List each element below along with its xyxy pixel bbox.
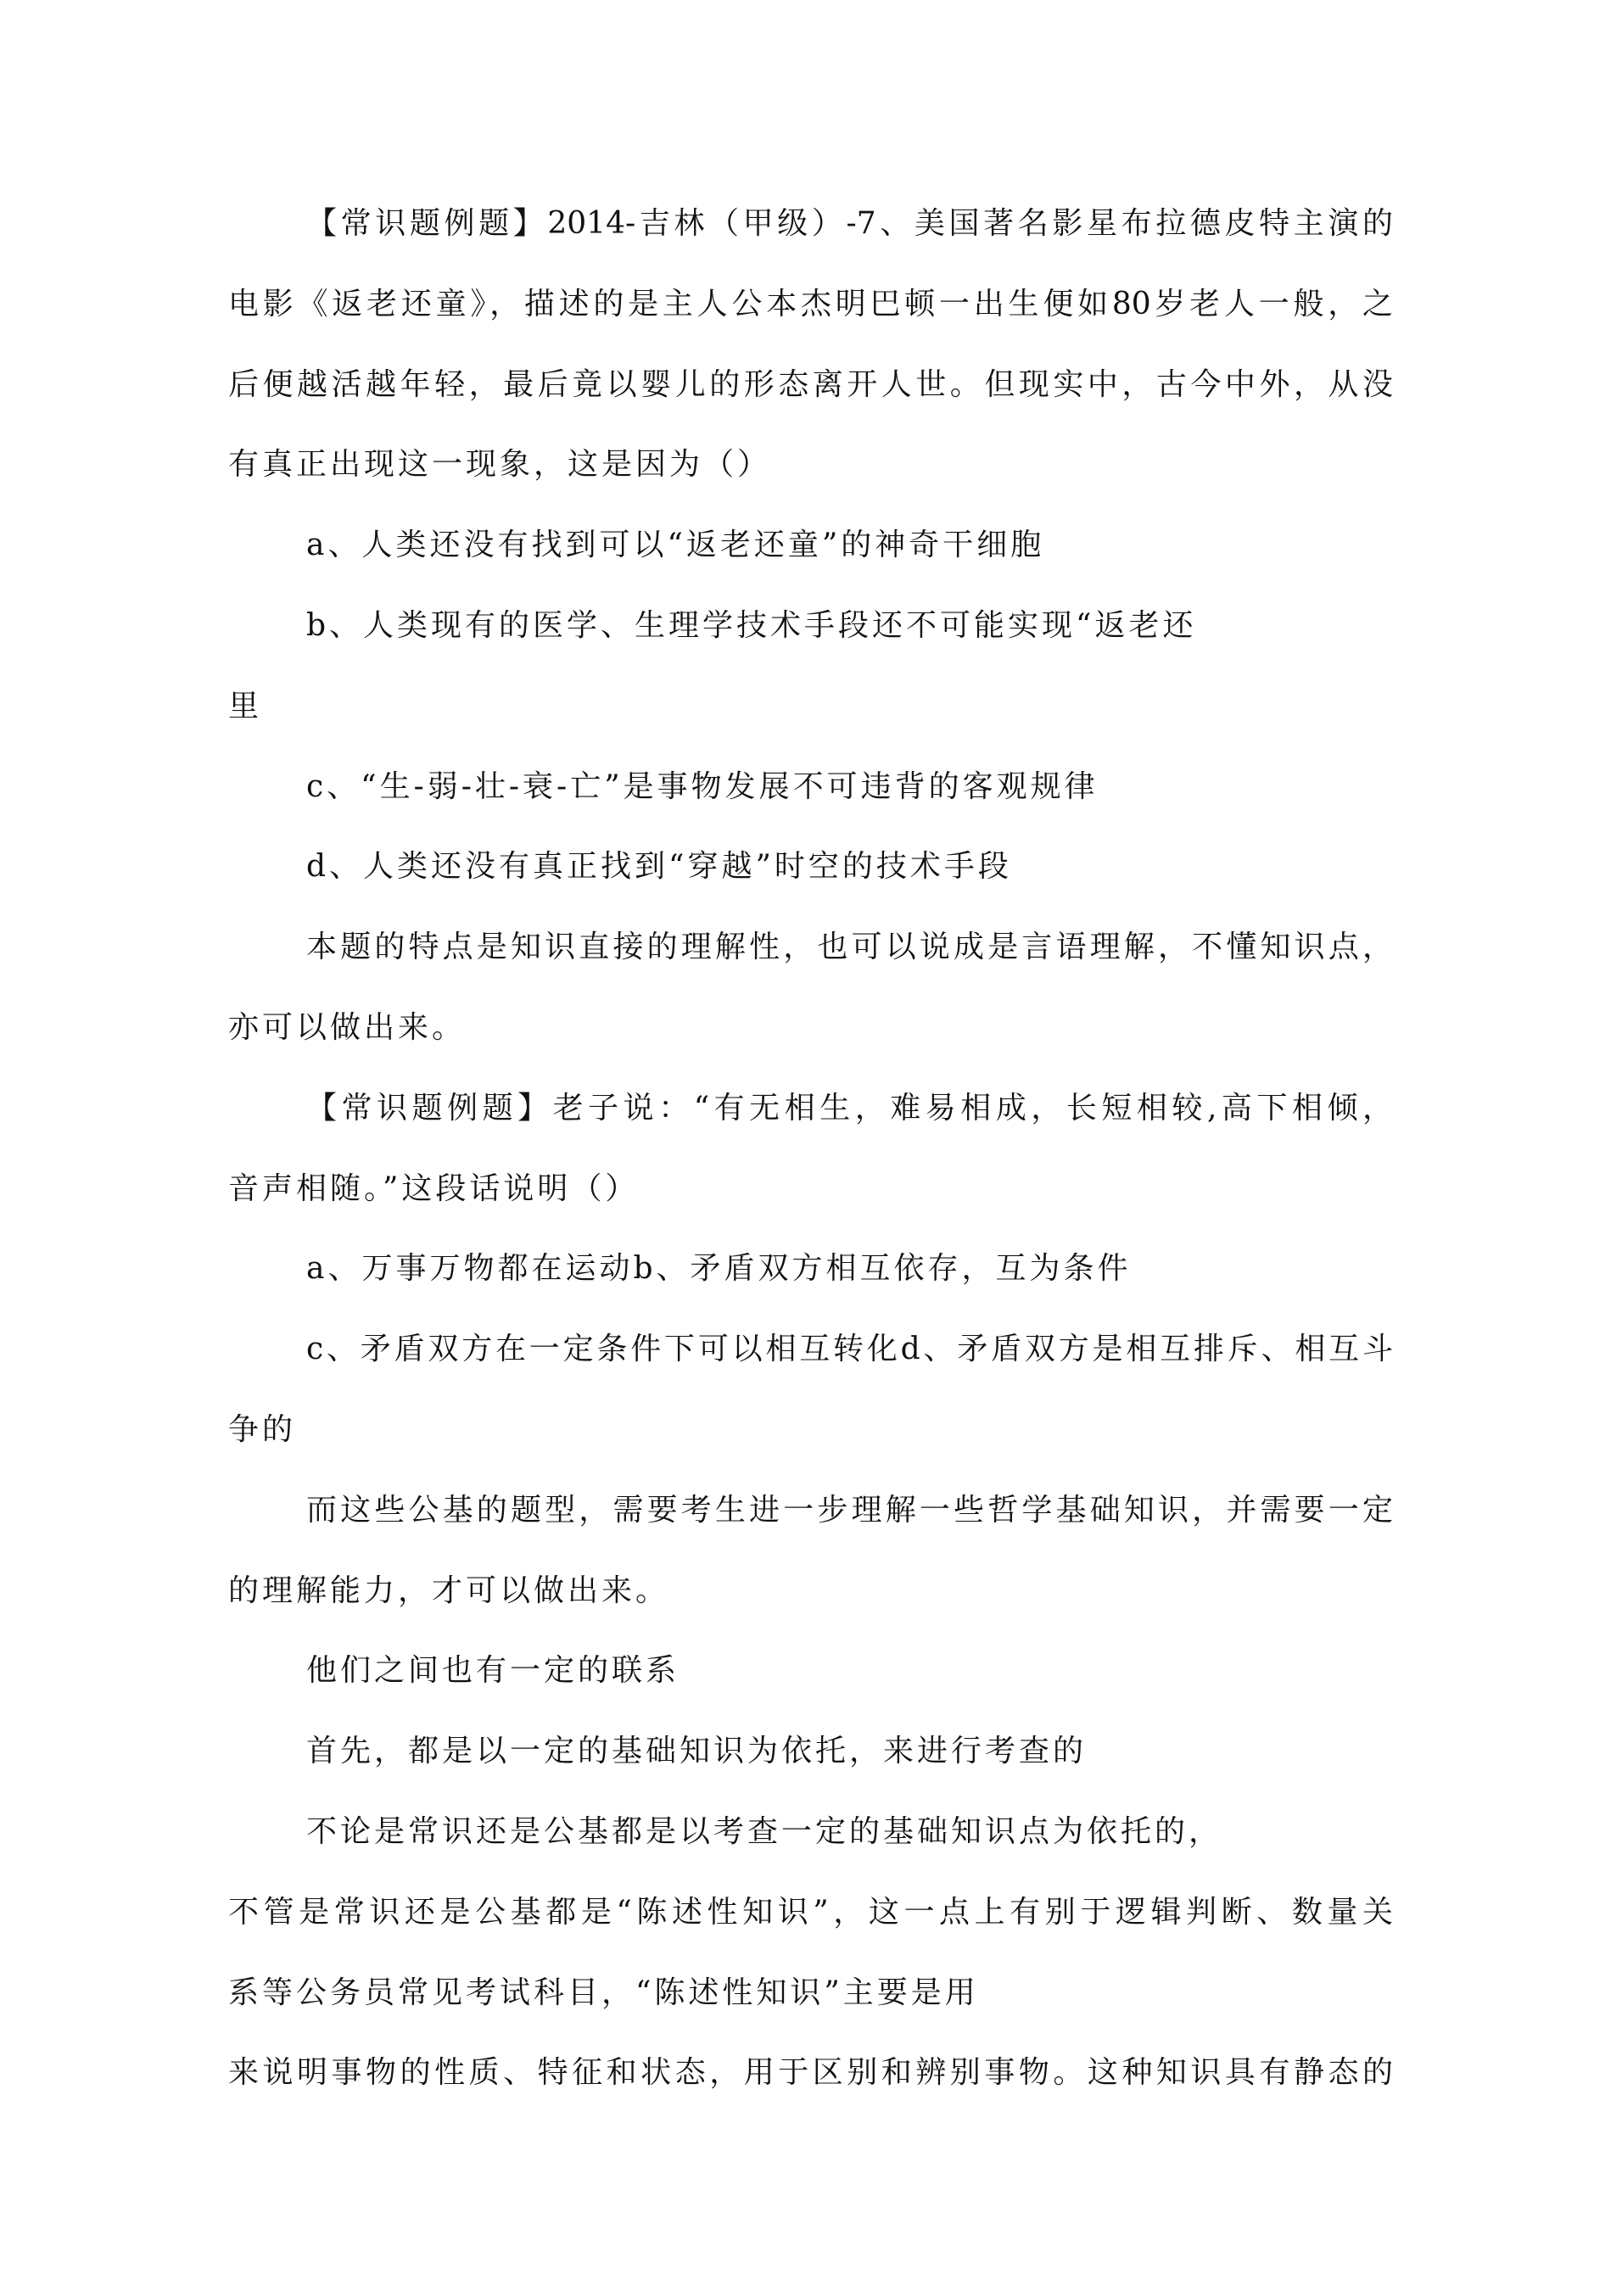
question-1-option-b-continued: 里 (228, 688, 263, 723)
question-1-stem-line: 有真正出现这一现象，这是因为（） (228, 447, 772, 483)
commentary-line: 本题的特点是知识直接的理解性，也可以说成是言语理解，不懂知识点， (306, 930, 1393, 965)
document-body (228, 184, 1393, 2114)
commentary-line: 亦可以做出来。 (228, 1009, 467, 1045)
body-line: 来说明事物的性质、特征和状态，用于区别和辨别事物。这种知识具有静态的 (228, 2055, 1393, 2091)
question-1-option-b: b、人类现有的医学、生理学技术手段还不可能实现“返老还 (306, 607, 1197, 643)
question-1-option-d: d、人类还没有真正找到“穿越”时空的技术手段 (306, 849, 1012, 885)
commentary-line: 而这些公基的题型，需要考生进一步理解一些哲学基础知识，并需要一定 (306, 1492, 1393, 1528)
question-1-stem-line: 【常识题例题】2014-吉林（甲级）-7、美国著名影星布拉德皮特主演的 (306, 206, 1393, 241)
body-line: 不论是常识还是公基都是以考查一定的基础知识点为依托的， (306, 1813, 1223, 1849)
question-2-options-ab: a、万事万物都在运动b、矛盾双方相互依存，互为条件 (306, 1251, 1132, 1287)
body-line: 系等公务员常见考试科目，“陈述性知识”主要是用 (228, 1975, 979, 2010)
question-1-stem-line: 电影《返老还童》，描述的是主人公本杰明巴顿一出生便如80岁老人一般，之 (228, 286, 1393, 321)
question-2-stem-line: 【常识题例题】老子说：“有无相生，难易相成，长短相较,高下相倾， (306, 1090, 1393, 1126)
question-1-option-c: c、“生-弱-壮-衰-亡”是事物发展不可违背的客观规律 (306, 768, 1099, 804)
question-2-options-cd: c、矛盾双方在一定条件下可以相互转化d、矛盾双方是相互排斥、相互斗 (306, 1332, 1393, 1367)
section-heading-line: 他们之间也有一定的联系 (306, 1653, 680, 1689)
question-1-stem-line: 后便越活越年轻，最后竟以婴儿的形态离开人世。但现实中，古今中外，从没 (228, 366, 1393, 402)
question-2-options-cd-continued: 争的 (228, 1411, 297, 1447)
body-line: 首先，都是以一定的基础知识为依托，来进行考查的 (306, 1734, 1088, 1769)
question-1-option-a: a、人类还没有找到可以“返老还童”的神奇干细胞 (306, 528, 1045, 563)
body-line: 不管是常识还是公基都是“陈述性知识”，这一点上有别于逻辑判断、数量关 (228, 1894, 1393, 1930)
commentary-line: 的理解能力，才可以做出来。 (228, 1573, 670, 1608)
question-2-stem-line: 音声相随。”这段话说明（） (228, 1170, 640, 1206)
